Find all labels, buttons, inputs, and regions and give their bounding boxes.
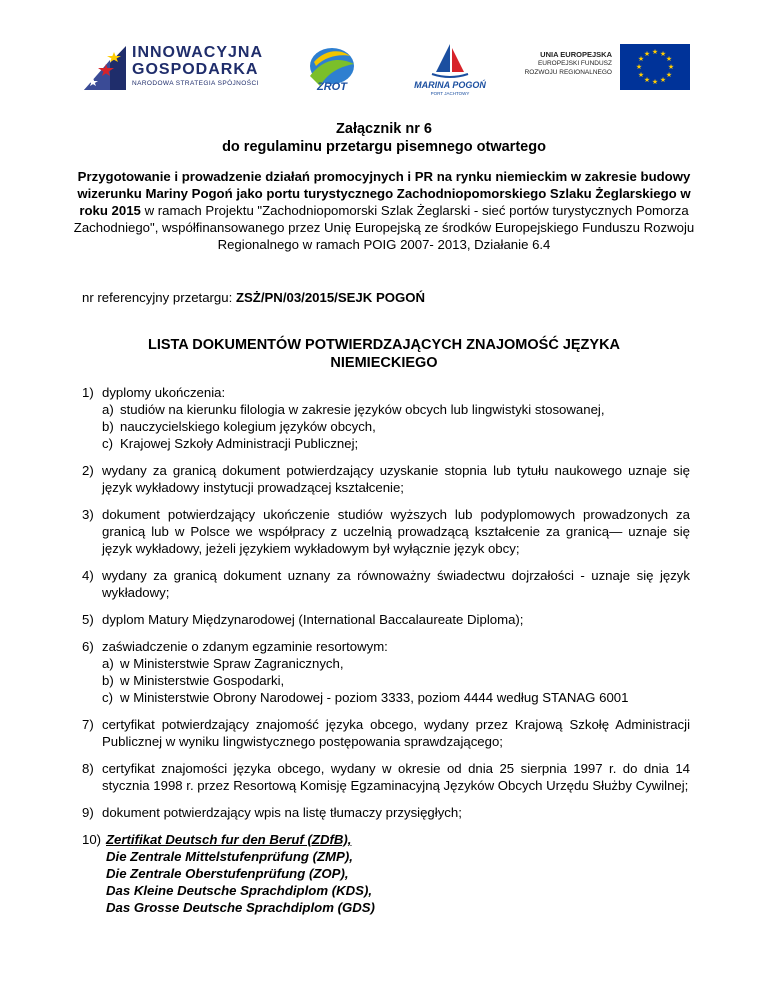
item-text: wydany za granicą dokument uznany za równoważny świadectwu dojrzałości - uznaje się język wykładowy;	[102, 568, 690, 600]
certificate-gds: Das Grosse Deutsche Sprachdiplom (GDS)	[106, 900, 375, 915]
innowacyjna-gospodarka-emblem-icon	[80, 40, 130, 92]
subject-paragraph	[62, 168, 706, 253]
certificate-zdfb: Zertifikat Deutsch fur den Beruf (ZDfB),	[106, 832, 352, 847]
svg-text:★: ★	[667, 63, 675, 71]
sub-item-b: b) nauczycielskiego kolegium języków obcych,	[102, 419, 376, 434]
sub-item-a: a) w Ministerstwie Spraw Zagranicznych,	[102, 656, 344, 671]
list-item-7: 7) certyfikat potwierdzający znajomość języka obcego, wydany przez Krajową Szkołę Administracji Publicznej w wyniku lingwistycznego postępowania sprawdzającego;	[82, 717, 690, 749]
svg-text:★: ★	[651, 48, 659, 56]
list-item-5: 5) dyplom Matury Międzynarodowej (International Baccalaureate Diploma);	[82, 611, 690, 628]
svg-text:★: ★	[643, 50, 651, 58]
header-logos	[80, 38, 690, 98]
innowacyjna-gospodarka-logo	[80, 38, 264, 94]
title-line2: do regulaminu przetargu pisemnego otwartego	[222, 139, 546, 155]
list-item-2: 2) wydany za granicą dokument potwierdzający uzyskanie stopnia lub tytułu naukowego uznaje się język wykładowy instytucji prowadzącej kształcenie;	[82, 463, 690, 495]
eu-line1: UNIA EUROPEJSKA	[540, 50, 612, 59]
svg-text:★: ★	[665, 71, 673, 79]
list-item-4: 4) wydany za granicą dokument uznany za równoważny świadectwu dojrzałości - uznaje się język wykładowy;	[82, 568, 690, 600]
zrot-label: ZROT	[317, 81, 347, 93]
certificate-kds: Das Kleine Deutsche Sprachdiplom (KDS),	[106, 883, 373, 898]
reference-number	[82, 290, 702, 305]
list-item-6: 6) zaświadczenie o zdanym egzaminie resortowym: a) w Ministerstwie Spraw Zagranicznych, b) w Ministerstwie Gospodarki, c) w Ministerstwie Obrony Narodowej - poziom 3333, poziom 4444 według STANAG 6001	[82, 638, 690, 706]
eu-logo	[508, 44, 690, 94]
item-text: dokument potwierdzający ukończenie studiów wyższych lub podyplomowych prowadzonych za granicą lub w Polsce we współpracy z uczelnią prowadzącą kształcenie za granicą— uznaje się język wykładowy, jeżeli językiem wykładowym był wyłącznie język obcy;	[102, 507, 690, 556]
svg-text:★: ★	[651, 78, 659, 86]
sub-item-c: c) w Ministerstwie Obrony Narodowej - poziom 3333, poziom 4444 według STANAG 6001	[102, 690, 629, 705]
item-text: zaświadczenie o zdanym egzaminie resortowym:	[102, 639, 388, 654]
list-item-9: 9) dokument potwierdzający wpis na listę tłumaczy przysięgłych;	[82, 804, 690, 821]
svg-text:★: ★	[665, 55, 673, 63]
ig-line1: INNOWACYJNA	[132, 44, 264, 61]
marina-sublabel: PORT JACHTOWY	[430, 91, 470, 96]
marina-pogon-logo	[410, 40, 490, 98]
svg-text:★: ★	[635, 63, 643, 71]
svg-text:★: ★	[643, 76, 651, 84]
item-text: dyplomy ukończenia:	[102, 385, 226, 400]
svg-text:★: ★	[659, 76, 667, 84]
svg-text:★: ★	[637, 55, 645, 63]
certificate-zop: Die Zentrale Oberstufenprüfung (ZOP),	[106, 866, 349, 881]
item-text: certyfikat potwierdzający znajomość języka obcego, wydany przez Krajową Szkołę Administracji Publicznej w wyniku lingwistycznego postępowania sprawdzającego;	[102, 717, 690, 749]
marina-label: MARINA POGOŃ	[414, 80, 486, 90]
svg-text:★: ★	[659, 50, 667, 58]
ig-line2: GOSPODARKA	[132, 61, 259, 78]
documents-list	[82, 384, 690, 926]
attachment-title	[0, 120, 768, 156]
list-heading-line2: NIEMIECKIEGO	[330, 355, 438, 371]
title-line1: Załącznik nr 6	[336, 121, 432, 137]
list-heading	[0, 336, 768, 372]
sub-item-c: c) Krajowej Szkoły Administracji Publicznej;	[102, 436, 359, 451]
list-item-1	[82, 384, 690, 452]
item-text: wydany za granicą dokument potwierdzający uzyskanie stopnia lub tytułu naukowego uznaje się język wykładowy instytucji prowadzącej kształcenie;	[102, 463, 690, 495]
reference-label: nr referencyjny przetargu:	[82, 290, 236, 305]
eu-line2: EUROPEJSKI FUNDUSZ	[537, 60, 612, 67]
ig-line3: NARODOWA STRATEGIA SPÓJNOŚCI	[132, 80, 259, 87]
item-number: 1)	[82, 385, 94, 400]
svg-text:★: ★	[637, 71, 645, 79]
item-text: certyfikat znajomości języka obcego, wydany w okresie od dnia 25 sierpnia 1997 r. do dnia 14 stycznia 1998 r. przez Resortową Komisję Egzaminacyjną Języków Obcych Urzędu Służby Cywilnej;	[102, 761, 690, 793]
eu-line3: ROZWOJU REGIONALNEGO	[524, 69, 612, 76]
reference-value: ZSŻ/PN/03/2015/SEJK POGOŃ	[235, 290, 426, 305]
subject-bold: Przygotowanie i prowadzenie działań promocyjnych i PR na rynku niemieckim w zakresie budowy wizerunku Mariny Pogoń jako portu turystycznego Zachodniopomorskiego Szlaku Żeglarskiego w roku 2015	[77, 169, 691, 218]
sub-item-b: b) w Ministerstwie Gospodarki,	[102, 673, 285, 688]
list-item-10: 10) Zertifikat Deutsch fur den Beruf (ZDfB), Die Zentrale Mittelstufenprüfung (ZMP), Die Zentrale Oberstufenprüfung (ZOP), Das Kleine Deutsche Sprachdiplom (KDS), Das Grosse Deutsche Sprachdiplom (GDS)	[82, 831, 690, 916]
item-text: dokument potwierdzający wpis na listę tłumaczy przysięgłych;	[102, 805, 462, 820]
zrot-logo	[302, 42, 358, 98]
certificate-zmp: Die Zentrale Mittelstufenprüfung (ZMP),	[106, 849, 353, 864]
eu-flag-icon	[620, 44, 690, 90]
subject-normal: w ramach Projektu "Zachodniopomorski Szlak Żeglarski - sieć portów turystycznych Pomorza Zachodniego", współfinansowanego przez Unię Europejską ze środków Europejskiego Funduszu Rozwoju Regionalnego w ramach POIG 2007- 2013, Działanie 6.4	[73, 203, 695, 252]
zrot-emblem-icon	[302, 42, 358, 94]
marina-sail-icon	[410, 40, 490, 98]
sub-item-a: a) studiów na kierunku filologia w zakresie języków obcych lub lingwistyki stosowanej,	[102, 402, 605, 417]
item-text: dyplom Matury Międzynarodowej (International Baccalaureate Diploma);	[102, 612, 524, 627]
list-item-8: 8) certyfikat znajomości języka obcego, wydany w okresie od dnia 25 sierpnia 1997 r. do dnia 14 stycznia 1998 r. przez Resortową Komisję Egzaminacyjną Języków Obcych Urzędu Służby Cywilnej;	[82, 761, 690, 793]
list-item-3: 3) dokument potwierdzający ukończenie studiów wyższych lub podyplomowych prowadzonych za granicą lub w Polsce we współpracy z uczelnią prowadzącą kształcenie za granicą— uznaje się język wykładowy, jeżeli językiem wykładowym był wyłącznie język obcy;	[82, 507, 690, 556]
list-heading-line1: LISTA DOKUMENTÓW POTWIERDZAJĄCYCH ZNAJOMOŚĆ JĘZYKA	[147, 337, 621, 353]
